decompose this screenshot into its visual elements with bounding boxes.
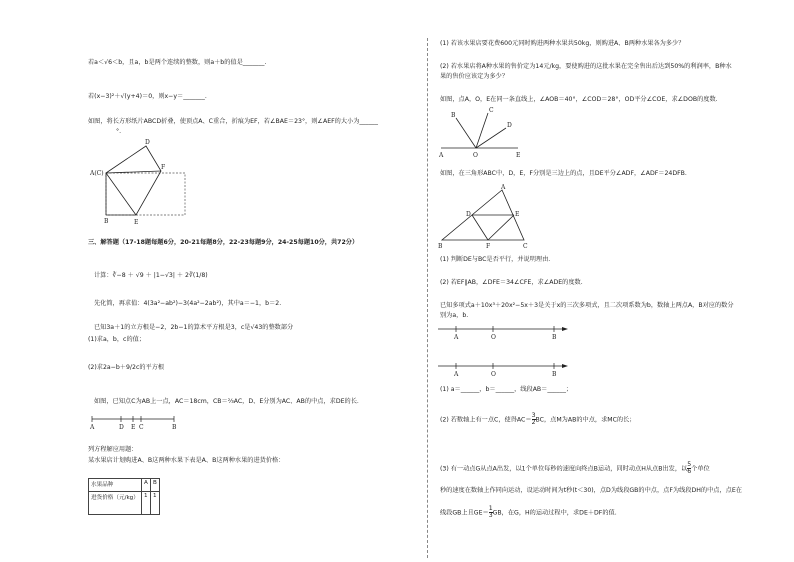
section-three-heading: 三、解答题（17-18题每题6分，20-21每题8分，22-23每题9分，24-25每题10分，共72分） xyxy=(88,239,359,246)
fruit-question-2-line1: (2) 若水果店将A种水果的售价定为14元/kg，要使购进的这批水果在完全售出后达到50%的利润率，B种水 xyxy=(440,63,732,70)
fraction-numerator: 1 xyxy=(488,505,493,512)
polynomial-problem-line1: 已知多项式a＋10x³＋20x²−5x＋3是关于x的三次多项式，且二次项系数为b，数轴上两点A，B对应的数分 xyxy=(440,302,734,309)
price-table xyxy=(88,478,160,515)
triangle-problem: 如图，在三角形ABC中，D，E，F分别是三边上的点，且DE平分∠ADF，∠ADF＝24DFB. xyxy=(440,170,687,177)
word-problem-title: 列方程解应用题： xyxy=(88,446,138,453)
point-c-text-post: BC，点M为AB的中点，求MC的长； xyxy=(535,416,636,424)
moving-point-line3-pre: 线段GB上且GE＝ xyxy=(440,509,489,517)
table-cell: A xyxy=(142,479,151,492)
tri-label-c: C xyxy=(523,243,528,250)
tri-label-e: E xyxy=(515,211,520,218)
nl2-label-b: B xyxy=(552,371,557,378)
moving-point-line2: 秒的速度在数轴上作同向运动，设运动时间为t秒(t＜30)，点D为线段GB的中点，点F为线段DH的中点，点E在 xyxy=(440,487,742,494)
simplify-problem: 先化简，再求值：4(3a²−ab²)−3(4a²−2ab²)，其中a＝−1，b＝2. xyxy=(94,300,282,307)
moving-point-line3-post: GB，在G，H的运动过程中，求DE＋DF的值. xyxy=(492,509,617,517)
tri-label-b: B xyxy=(438,243,443,250)
point-c-text-pre: (2) 若数轴上有一点C，使得AC＝ xyxy=(440,416,532,424)
triangle-part1: (1) 判断DE与BC是否平行，并说明理由. xyxy=(440,256,551,263)
nl1-label-o: O xyxy=(491,334,496,341)
segment-label-b: B xyxy=(172,424,177,431)
polynomial-problem-line2: 别为a，b. xyxy=(440,312,469,319)
fold-rectangle-figure xyxy=(88,138,198,228)
segment-label-d: D xyxy=(119,424,124,431)
table-cell: 进货价格（元/kg） xyxy=(89,492,142,515)
table-row xyxy=(89,492,160,515)
segment-label-e: E xyxy=(131,424,136,431)
point-label-ac: A(C) xyxy=(90,170,104,177)
angle-label-c: C xyxy=(489,107,494,114)
angle-label-e: E xyxy=(516,152,521,159)
fraction-numerator: 5 xyxy=(687,461,692,468)
fraction-numerator: 3 xyxy=(531,412,536,419)
number-line-fill-blanks: (1) a＝______，b＝______，线段AB＝______； xyxy=(440,386,573,393)
segment-label-c: C xyxy=(139,424,144,431)
question-fold-line2: °. xyxy=(116,128,122,135)
table-row xyxy=(89,479,160,492)
nl2-label-a: A xyxy=(454,371,459,378)
question-fold-line1: 如图，将长方形纸片ABCD折叠，使顶点A、C重合，折痕为EF，若∠BAE＝23°，则∠AEF的大小为______ xyxy=(88,118,378,125)
moving-point-line1-post: 个单位 xyxy=(691,465,710,473)
known-roots-problem: 已知3a＋1的立方根是−2，2b−1的算术平方根是3，c是√43的整数部分 xyxy=(94,324,294,331)
tri-label-f: F xyxy=(486,243,491,250)
angle-label-a: A xyxy=(439,152,444,159)
triangle-part2: (2) 若EF∥AB，∠DFE＝34∠CFE，求∠ADE的度数. xyxy=(440,279,583,286)
point-label-e: E xyxy=(134,219,139,226)
nl1-label-b: B xyxy=(552,334,557,341)
moving-point-line1-pre: (3) 有一动点G从点A出发，以1个单位每秒的速度向终点B运动，同时动点H从点B出发，以 xyxy=(440,465,688,473)
nl1-label-a: A xyxy=(454,334,459,341)
segment-figure xyxy=(88,414,188,434)
triangle-figure xyxy=(436,182,531,252)
segment-problem: 如图，已知点C为AB上一点，AC＝18cm，CB＝⅔AC，D、E分别为AC、AB的中点，求DE的长． xyxy=(94,398,364,405)
calculation-problem: 计算：∛−8 ＋ √9 ＋ |1−√3| ＋ 2∛(1/8) xyxy=(94,272,208,279)
fraction-denominator: 3 xyxy=(488,512,493,520)
fraction-denominator: 6 xyxy=(687,468,692,476)
table-cell: 1 xyxy=(151,492,160,515)
point-label-f: F xyxy=(161,164,166,171)
table-cell: 水果品种 xyxy=(89,479,142,492)
column-divider xyxy=(427,38,428,558)
angle-label-o: O xyxy=(473,152,478,159)
word-problem-line: 某水果店计划购进A、B这两种水果下表是A、B这两种水果的进货价格： xyxy=(88,457,285,464)
known-roots-part2: (2)求2a−b＋9/2c的平方根 xyxy=(88,364,165,371)
point-label-d: D xyxy=(145,139,150,146)
moving-point-line3 xyxy=(440,506,617,519)
number-line-1 xyxy=(436,324,570,342)
angle-label-b: B xyxy=(451,112,456,119)
question-consecutive-integers: 若a＜√6＜b，且a，b是两个连续的整数，则a＋b的值是_______. xyxy=(88,59,267,66)
angle-figure xyxy=(436,106,526,161)
angle-problem: 如图，点A，O，E在同一条直线上，∠AOB＝40°，∠COD＝28°，OD平分∠COE，求∠DOB的度数. xyxy=(440,96,718,103)
fraction-denominator: 2 xyxy=(531,419,536,427)
tri-label-d: D xyxy=(466,211,471,218)
fruit-question-1: (1) 若该水果店要花费600元同时购进两种水果共50kg，则购进A、B两种水果各为多少？ xyxy=(440,40,685,47)
known-roots-part1: (1)求a，b，c的值； xyxy=(88,336,146,343)
point-label-b: B xyxy=(104,218,109,225)
moving-point-line1 xyxy=(440,462,710,475)
segment-label-a: A xyxy=(90,424,95,431)
number-line-2 xyxy=(436,361,570,379)
nl2-label-o: O xyxy=(491,371,496,378)
angle-label-d: D xyxy=(507,122,512,129)
question-sqrt-equation: 若(x−3)²＋√(y+4)＝0，则x−y＝_______. xyxy=(88,93,207,100)
table-cell: 1 xyxy=(142,492,151,515)
table-cell: B xyxy=(151,479,160,492)
point-c-problem xyxy=(440,413,636,426)
tri-label-a: A xyxy=(501,184,506,191)
fruit-question-2-line2: 果的售价应该定为多少？ xyxy=(440,73,509,80)
